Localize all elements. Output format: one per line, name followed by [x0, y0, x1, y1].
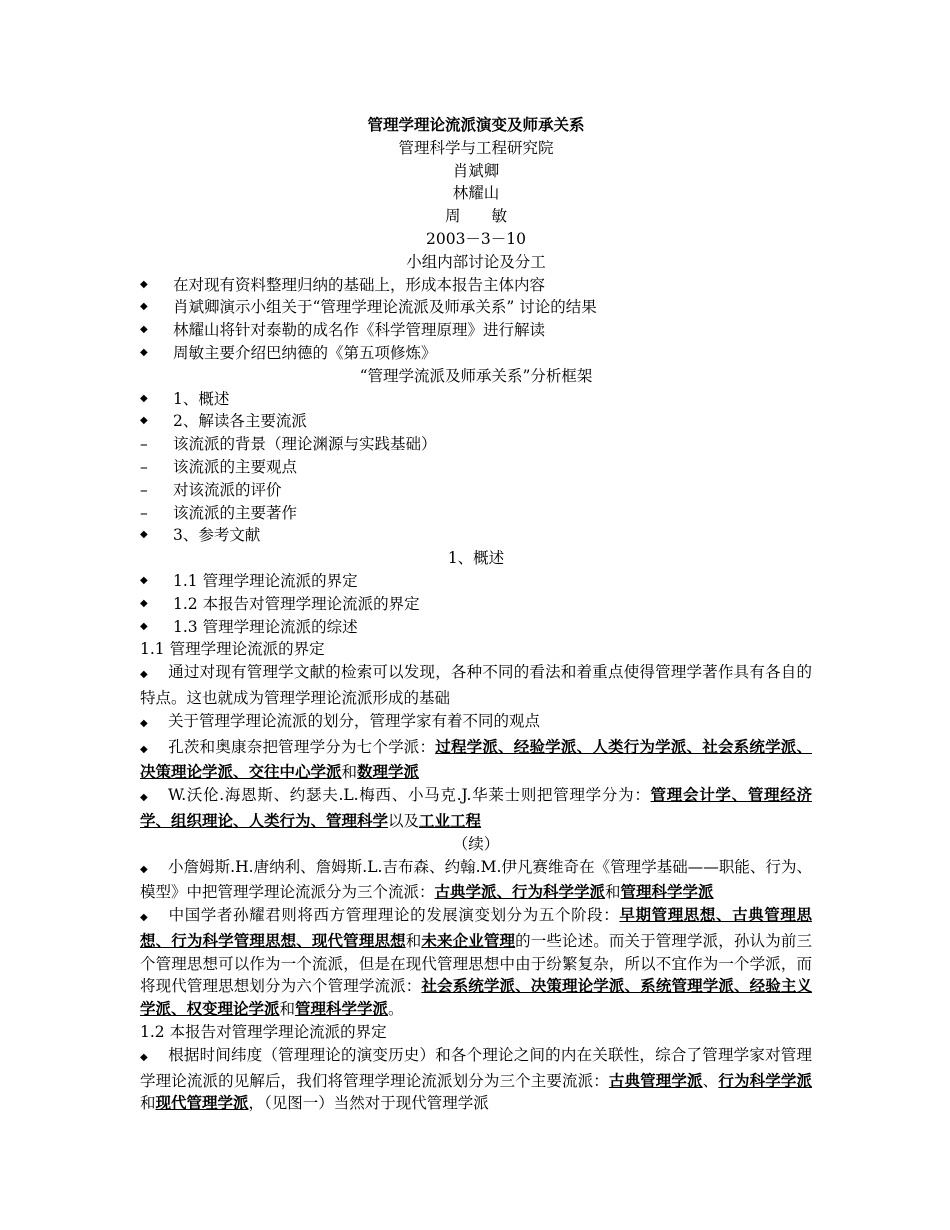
bullet-diamond-icon: ◆ [140, 792, 148, 804]
list-item: ◆ 1、概述 [140, 388, 812, 411]
bullet-diamond-icon: ◆ [140, 278, 148, 290]
list-item: ◆ 1.3 管理学理论流派的综述 [140, 616, 812, 639]
bullet-diamond-icon: ◆ [140, 620, 148, 632]
institute: 管理科学与工程研究院 [398, 138, 554, 157]
document-page [140, 114, 812, 1115]
bullet-dash-icon: – [140, 480, 148, 499]
bullet-diamond-icon: ◆ [140, 301, 148, 313]
list-item: ◆ 1.2 本报告对管理学理论流派的界定 [140, 593, 812, 616]
list-item: ◆ 3、参考文献 [140, 524, 812, 547]
emphasis: 管理科学学派 [620, 882, 714, 902]
list-item: ◆ 1.1 管理学理论流派的界定 [140, 570, 812, 593]
author: 林耀山 [452, 184, 500, 203]
emphasis: 社会系统学派、决策理论学派、系统管理学派、经验主义学派、权变理论学派 [140, 976, 812, 1019]
doc-title: 管理学理论流派演变及师承关系 [367, 115, 585, 134]
emphasis: 现代管理学派 [155, 1093, 249, 1113]
paragraph: ◆ W.沃伦.海恩斯、约瑟夫.L.梅西、小马克.J.华莱士则把管理学分为：管理会计学、管理经济学、组织理论、人类行为、管理科学以及工业工程 [140, 785, 812, 830]
paragraph: ◆ 关于管理学理论流派的划分，管理学家有着不同的观点 [140, 710, 812, 736]
bullet-diamond-icon: ◆ [140, 717, 148, 729]
list-item: – 该流派的主要著作 [140, 502, 812, 525]
emphasis: 未来企业管理 [421, 930, 516, 950]
bullet-diamond-icon: ◆ [140, 529, 148, 541]
list-item: – 该流派的主要观点 [140, 456, 812, 479]
list-item: ◆ 肖斌卿演示小组关于“管理学理论流派及师承关系” 讨论的结果 [140, 296, 812, 319]
emphasis: 管理会计学、管理经济学、组织理论、人类行为、管理科学 [140, 785, 812, 830]
paragraph: ◆ 根据时间纬度（管理理论的演变历史）和各个理论之间的内在关联性，综合了管理学家对管理学理论流派的见解后，我们将管理学理论流派划分为三个主要流派：古典管理学派、行为科学学派和现代管理学派，（见图一）当然对于现代管理学派 [140, 1045, 812, 1113]
bullet-diamond-icon: ◆ [140, 597, 148, 609]
heading-overview: 1、概述 [447, 549, 505, 568]
list-item: ◆ 周敏主要介绍巴纳德的《第五项修炼》 [140, 342, 812, 365]
bullet-diamond-icon: ◆ [140, 415, 148, 427]
heading-discussion: 小组内部讨论及分工 [406, 252, 546, 271]
emphasis: 过程学派、经验学派、人类行为学派、社会系统学派、决策理论学派、交往中心学派 [140, 736, 812, 782]
bullet-diamond-icon: ◆ [140, 912, 148, 924]
emphasis: 工业工程 [419, 810, 482, 830]
bullet-diamond-icon: ◆ [140, 324, 148, 336]
bullet-diamond-icon: ◆ [140, 392, 148, 404]
bullet-diamond-icon: ◆ [140, 574, 148, 586]
bullet-diamond-icon: ◆ [140, 669, 148, 681]
paragraph: ◆ 小詹姆斯.H.唐纳利、詹姆斯.L.吉布森、约翰.M.伊凡赛维奇在《管理学基础——职能、行为、模型》中把管理学理论流派分为三个流派：古典学派、行为科学学派和管理科学学派 [140, 857, 812, 902]
emphasis: 古典学派、行为科学学派 [434, 882, 606, 902]
bullet-dash-icon: – [140, 435, 148, 454]
emphasis: 古典管理学派 [608, 1070, 703, 1090]
paragraph: ◆ 通过对现有管理学文献的检索可以发现，各种不同的看法和着重点使得管理学著作具有各自的特点。这也就成为管理学理论流派形成的基础 [140, 663, 812, 707]
paragraph: ◆ 中国学者孙耀君则将西方管理理论的发展演变划分为五个阶段：早期管理思想、古典管理思想、行为科学管理思想、现代管理思想和未来企业管理的一些论述。而关于管理学派，孙认为前三个管理思想可以作为一个流派，但是在现代管理思想中由于纷繁复杂，所以不宜作为一个学派，而将现代管理思想划分为六个管理学流派：社会系统学派、决策理论学派、系统管理学派、经验主义学派、权变理论学派和管理科学学派。 [140, 905, 812, 1019]
heading-framework: “管理学流派及师承关系”分析框架 [359, 366, 593, 385]
list-item: – 对该流派的评价 [140, 479, 812, 502]
bullet-diamond-icon: ◆ [140, 863, 148, 875]
author: 肖斌卿 [452, 161, 500, 180]
emphasis: 管理科学学派 [295, 999, 389, 1019]
list-item: ◆ 2、解读各主要流派 [140, 410, 812, 433]
section-heading-1-1: 1.1 管理学理论流派的界定 [140, 640, 325, 659]
paragraph: ◆ 孔茨和奥康奈把管理学分为七个学派：过程学派、经验学派、人类行为学派、社会系统学派、决策理论学派、交往中心学派和数理学派 [140, 736, 812, 782]
author: 周 敏 [444, 207, 507, 226]
emphasis: 早期管理思想、古典管理思想、行为科学管理思想、现代管理思想 [140, 905, 812, 950]
bullet-diamond-icon: ◆ [140, 1051, 148, 1063]
section-heading-1-2: 1.2 本报告对管理学理论流派的界定 [140, 1023, 387, 1042]
list-item: – 该流派的背景（理论渊源与实践基础） [140, 433, 812, 456]
continued-label: （续） [452, 834, 500, 853]
emphasis: 行为科学学派 [718, 1070, 812, 1090]
list-item: ◆ 林耀山将针对泰勒的成名作《科学管理原理》进行解读 [140, 319, 812, 342]
date: 2003－3－10 [425, 229, 527, 248]
emphasis: 数理学派 [357, 762, 420, 782]
bullet-dash-icon: – [140, 457, 148, 476]
bullet-dash-icon: – [140, 503, 148, 522]
bullet-diamond-icon: ◆ [140, 346, 148, 358]
list-item: ◆ 在对现有资料整理归纳的基础上，形成本报告主体内容 [140, 274, 812, 297]
bullet-diamond-icon: ◆ [140, 743, 148, 755]
